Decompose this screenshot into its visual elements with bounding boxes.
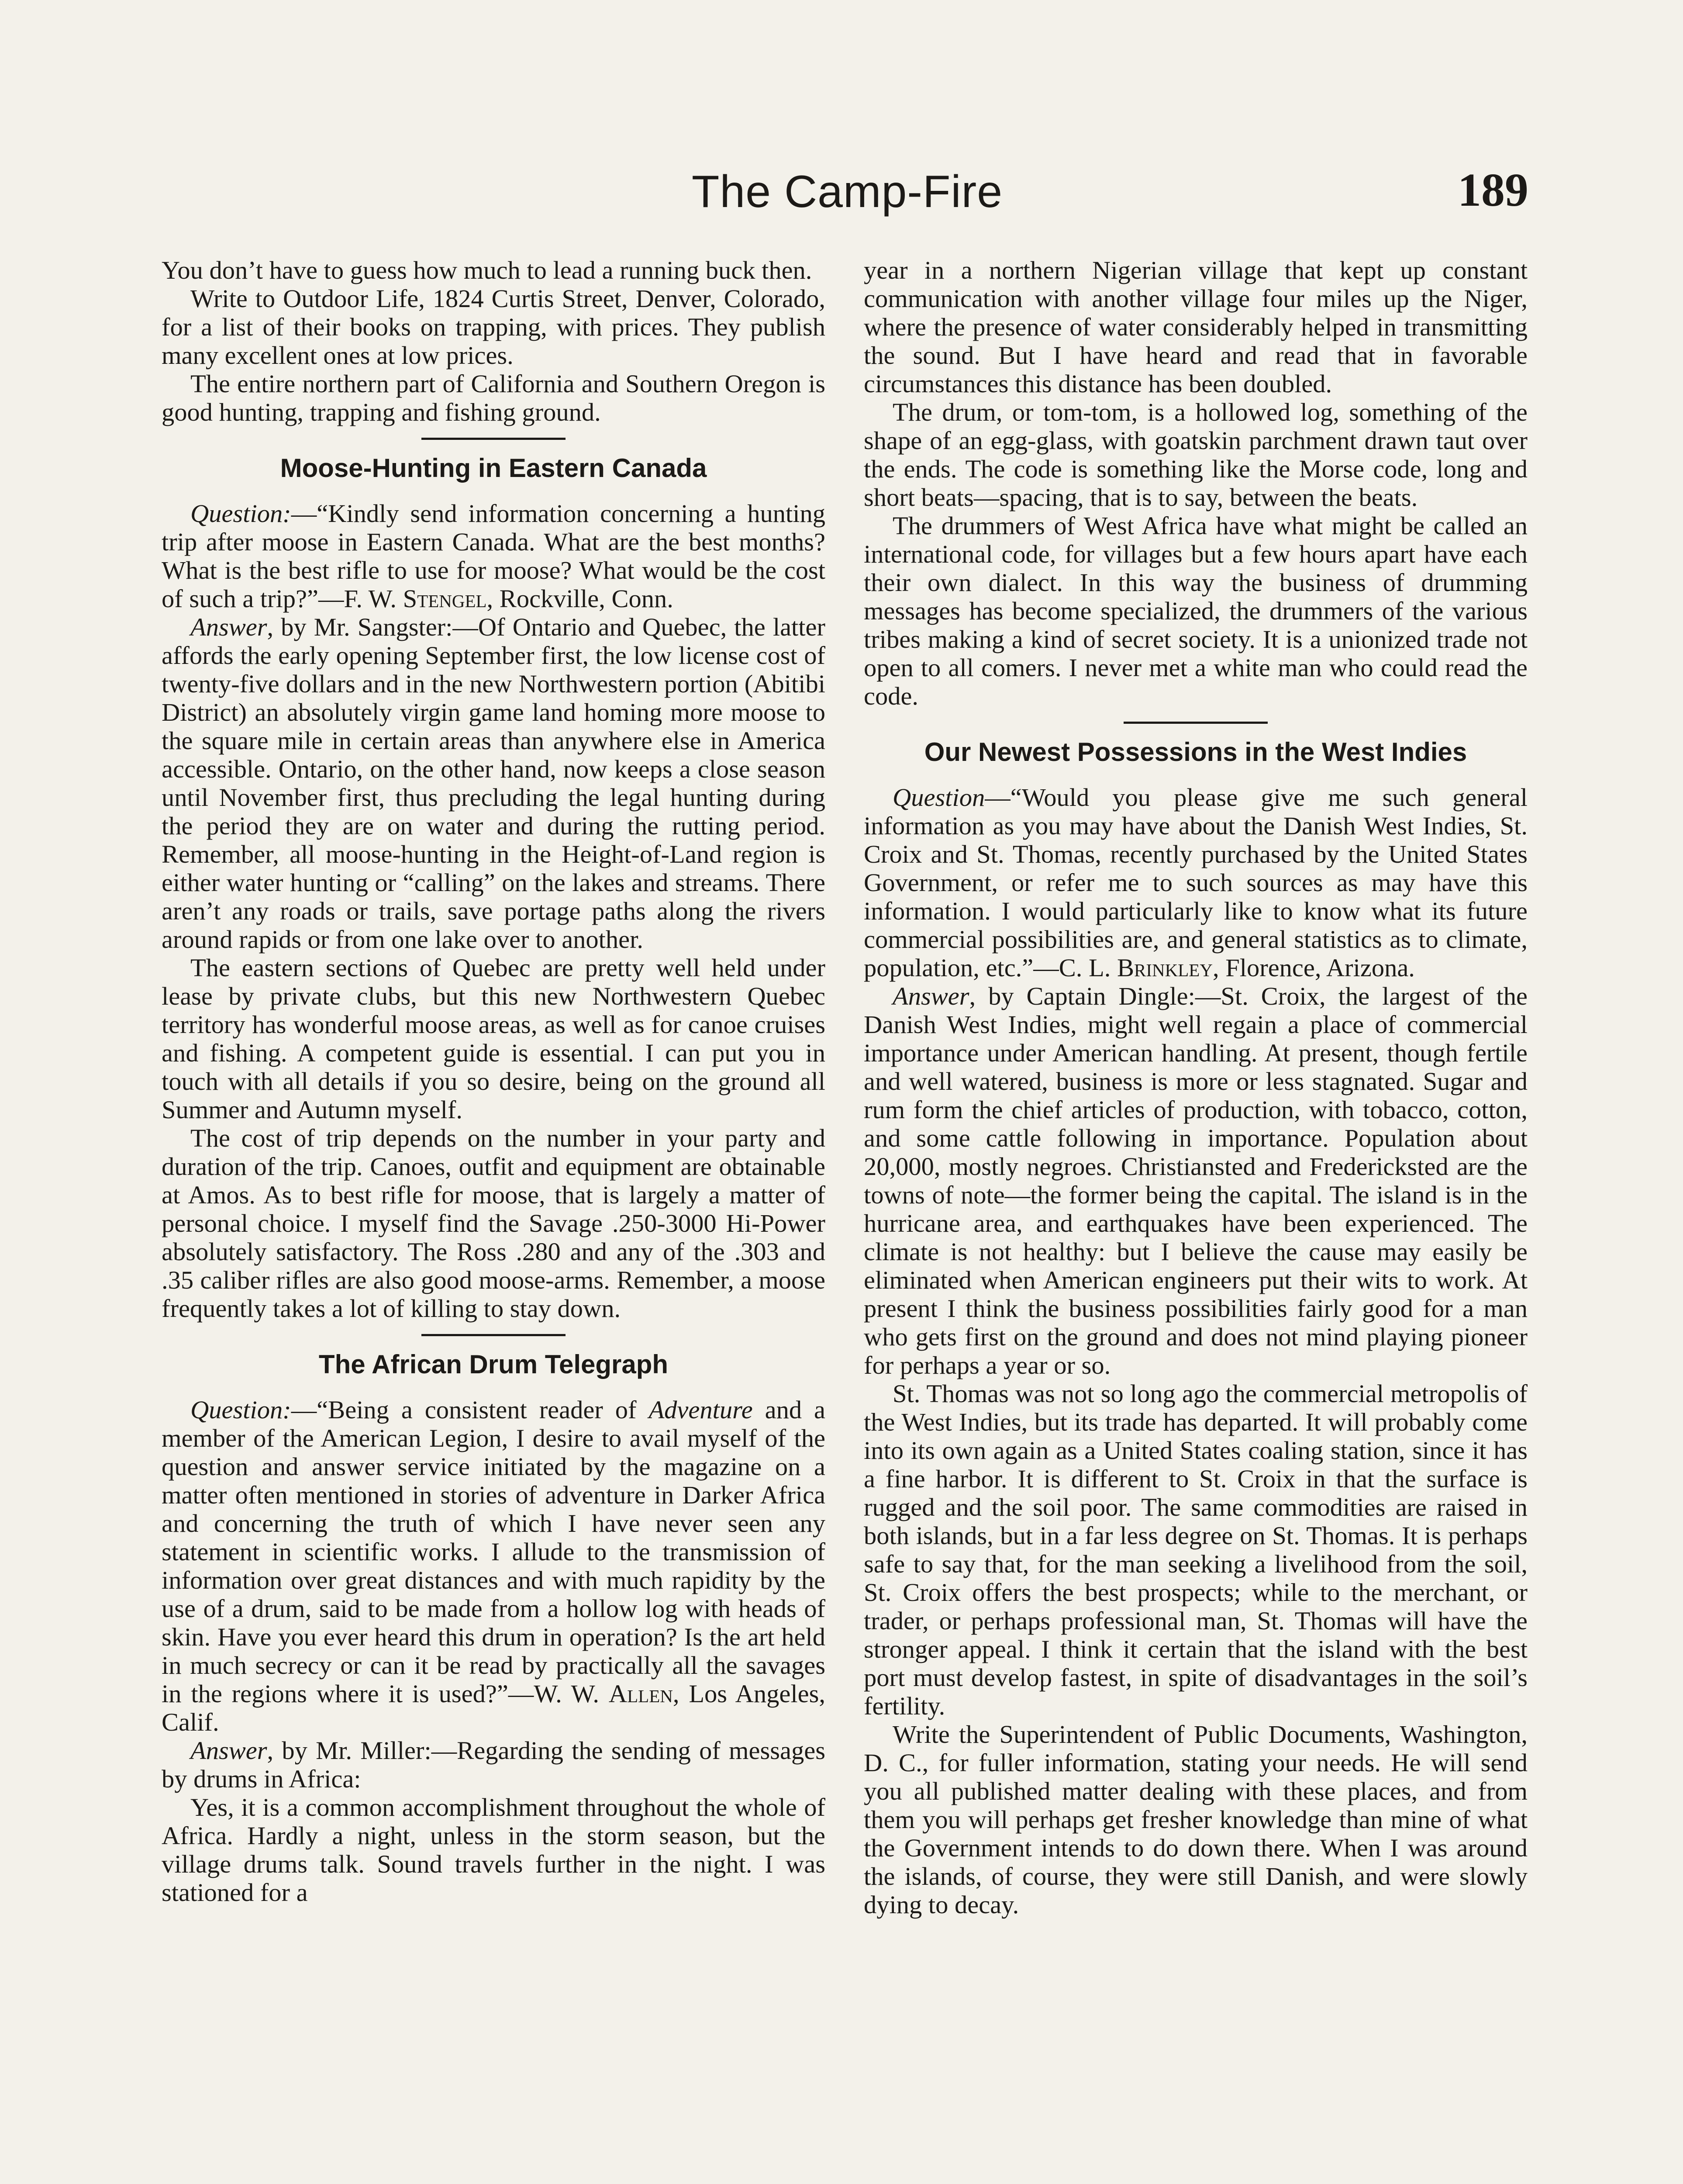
question-text: and a member of the American Legion, I desire to avail myself of the question and answer service initiated by the magazine on a matter often mentioned in stories of adventure in Darker Africa and concerning the truth of which I have never seen any statement in scientific works. I allude to the transmission of information over great distances and with much rapidity by the use of a drum, said to be made from a hollow log with heads of skin. Have you ever heard this drum in operation? Is the art held in much secrecy or can it be read by practically all the savages in the regions where it is used?”—W. W.	[162, 1396, 825, 1708]
paragraph: The eastern sections of Quebec are pretty well held under lease by private clubs, but this new Northwestern Quebec territory has wonderful moose areas, as well as for canoe cruises and fishing. A competent guide is essential. I can put you in touch with all details if you so desire, being on the ground all Summer and Autumn myself.	[162, 954, 825, 1124]
answer-text: , by Captain Dingle:—St. Croix, the largest of the Danish West Indies, might well regain a place of commercial importance under American handling. At present, though fertile and well watered, business is more or less stagnated. Sugar and rum form the chief articles of production, with tobacco, cotton, and some cattle following in importance. Population about 20,000, mostly negroes. Christiansted and Fredericksted are the towns of note—the former being the capital. The island is in the hurricane area, and earthquakes have been experienced. The climate is not healthy: but I believe the cause may easily be eliminated when American engineers put their wits to work. At present I think the business possibilities fairly good for a man who gets first on the ground and does not mind playing pioneer for perhaps a year or so.	[864, 982, 1528, 1379]
paragraph: The drummers of West Africa have what might be called an international code, for villages but a few hours apart have each their own dialect. In this way the business of drumming messages has become specialized, the drummers of the various tribes making a kind of secret society. It is a unionized trade not open to all comers. I never met a white man who could read the code.	[864, 511, 1528, 710]
signature: Brinkley	[1117, 954, 1213, 982]
page-number: 189	[1458, 164, 1528, 216]
signature-place: , Florence, Arizona.	[1212, 954, 1415, 982]
signature: Stengel	[403, 584, 487, 613]
paragraph: St. Thomas was not so long ago the commercial metropolis of the West Indies, but its trade has departed. It will probably come into its own again as a United States coaling station, since it has a fine harbor. It is different to St. Croix in that the surface is rugged and the soil poor. The same commodities are raised in both islands, but in a far less degree on St. Thomas. It is perhaps safe to say that, for the man seeking a livelihood from the soil, St. Croix offers the best prospects; while to the merchant, or trader, or perhaps professional man, St. Thomas will have the stronger appeal. I think it certain that the island with the best port must develop fastest, in spite of disadvantages in the soil’s fertility.	[864, 1379, 1528, 1720]
answer-paragraph	[162, 1736, 825, 1793]
section-divider	[421, 1334, 566, 1336]
question-text: —“Would you please give me such general information as you may have about the Danish West Indies, St. Croix and St. Thomas, recently purchased by the United States Government, or refer me to such sources as may have this information. I would particularly like to know what its future commercial possibilities are, and general statistics as to climate, population, etc.”—C. L.	[864, 783, 1528, 982]
question-paragraph	[162, 1396, 825, 1736]
answer-text: , by Mr. Sangster:—Of Ontario and Quebec, the latter affords the early opening September first, the low license cost of twenty-five dollars and in the new Northwestern portion (Abitibi District) an absolutely virgin game land homing more moose to the square mile in certain areas than anywhere else in America accessible. Ontario, on the other hand, now keeps a close season until November first, thus precluding the legal hunting during the period they are on water and during the rutting period. Remember, all moose-hunting in the Height-of-Land region is either water hunting or “calling” on the lakes and streams. There aren’t any roads or trails, save portage paths along the rivers around rapids or from one lake over to another.	[162, 613, 825, 954]
section-heading: Our Newest Possessions in the West Indies	[924, 737, 1467, 767]
section-divider	[421, 438, 566, 440]
signature-place: , Los Angeles, Calif.	[162, 1679, 825, 1736]
paragraph: You don’t have to guess how much to lead a running buck then.	[162, 256, 812, 284]
magazine-title: Adventure	[648, 1396, 753, 1424]
question-text: —“Being a consistent reader of	[291, 1396, 649, 1424]
question-label: Question:	[190, 499, 291, 528]
answer-label: Answer	[190, 613, 267, 641]
answer-paragraph	[162, 613, 825, 954]
answer-paragraph	[864, 982, 1528, 1379]
answer-label: Answer	[893, 982, 969, 1010]
answer-label: Answer	[190, 1736, 267, 1765]
section-heading: Moose-Hunting in Eastern Canada	[280, 453, 707, 483]
paragraph: The entire northern part of California and Southern Oregon is good hunting, trapping and fishing ground.	[162, 370, 825, 426]
question-label: Question:	[190, 1396, 291, 1424]
running-title: The Camp-Fire	[691, 166, 1003, 217]
answer-text: , by Mr. Miller:—Regarding the sending of messages by drums in Africa:	[162, 1736, 825, 1793]
question-label: Question	[893, 783, 985, 812]
section-heading: The African Drum Telegraph	[318, 1350, 669, 1379]
paragraph: Write the Superintendent of Public Documents, Washington, D. C., for fuller information, stating your needs. He will send you all published matter dealing with these places, and from them you will perhaps get fresher knowledge than mine of what the Government intends to do down there. When I was around the islands, of course, they were still Danish, and were slowly dying to decay.	[864, 1720, 1528, 1919]
question-paragraph	[864, 783, 1528, 982]
left-column	[162, 256, 825, 1907]
section-divider	[1124, 722, 1268, 724]
paragraph: The cost of trip depends on the number in your party and duration of the trip. Canoes, outfit and equipment are obtainable at Amos. As to best rifle for moose, that is largely a matter of personal choice. I myself find the Savage .250-3000 Hi-Power absolutely satisfactory. The Ross .280 and any of the .303 and .35 caliber rifles are also good moose-arms. Remember, a moose frequently takes a lot of killing to stay down.	[162, 1124, 825, 1323]
paragraph: The drum, or tom-tom, is a hollowed log, something of the shape of an egg-glass, with goatskin parchment drawn taut over the ends. The code is something like the Morse code, long and short beats—spacing, that is to say, between the beats.	[864, 398, 1528, 511]
page-header	[166, 166, 1528, 227]
paragraph: year in a northern Nigerian village that kept up constant communication with another village four miles up the Niger, where the presence of water considerably helped in transmitting the sound. But I have heard and read that in favorable circumstances this distance has been doubled.	[864, 256, 1528, 398]
question-text: —“Kindly send information concerning a hunting trip after moose in Eastern Canada. What are the best months? What is the best rifle to use for moose? What would be the cost of such a trip?”—F. W.	[162, 499, 825, 613]
question-paragraph	[162, 499, 825, 613]
paragraph: Write to Outdoor Life, 1824 Curtis Street, Denver, Colorado, for a list of their books on trapping, with prices. They publish many excellent ones at low prices.	[162, 284, 825, 370]
paragraph: Yes, it is a common accomplishment throughout the whole of Africa. Hardly a night, unless in the storm season, but the village drums talk. Sound travels further in the night. I was stationed for a	[162, 1793, 825, 1907]
right-column	[864, 256, 1528, 1919]
signature-place: , Rockville, Conn.	[486, 584, 673, 613]
signature: Allen	[608, 1679, 673, 1708]
